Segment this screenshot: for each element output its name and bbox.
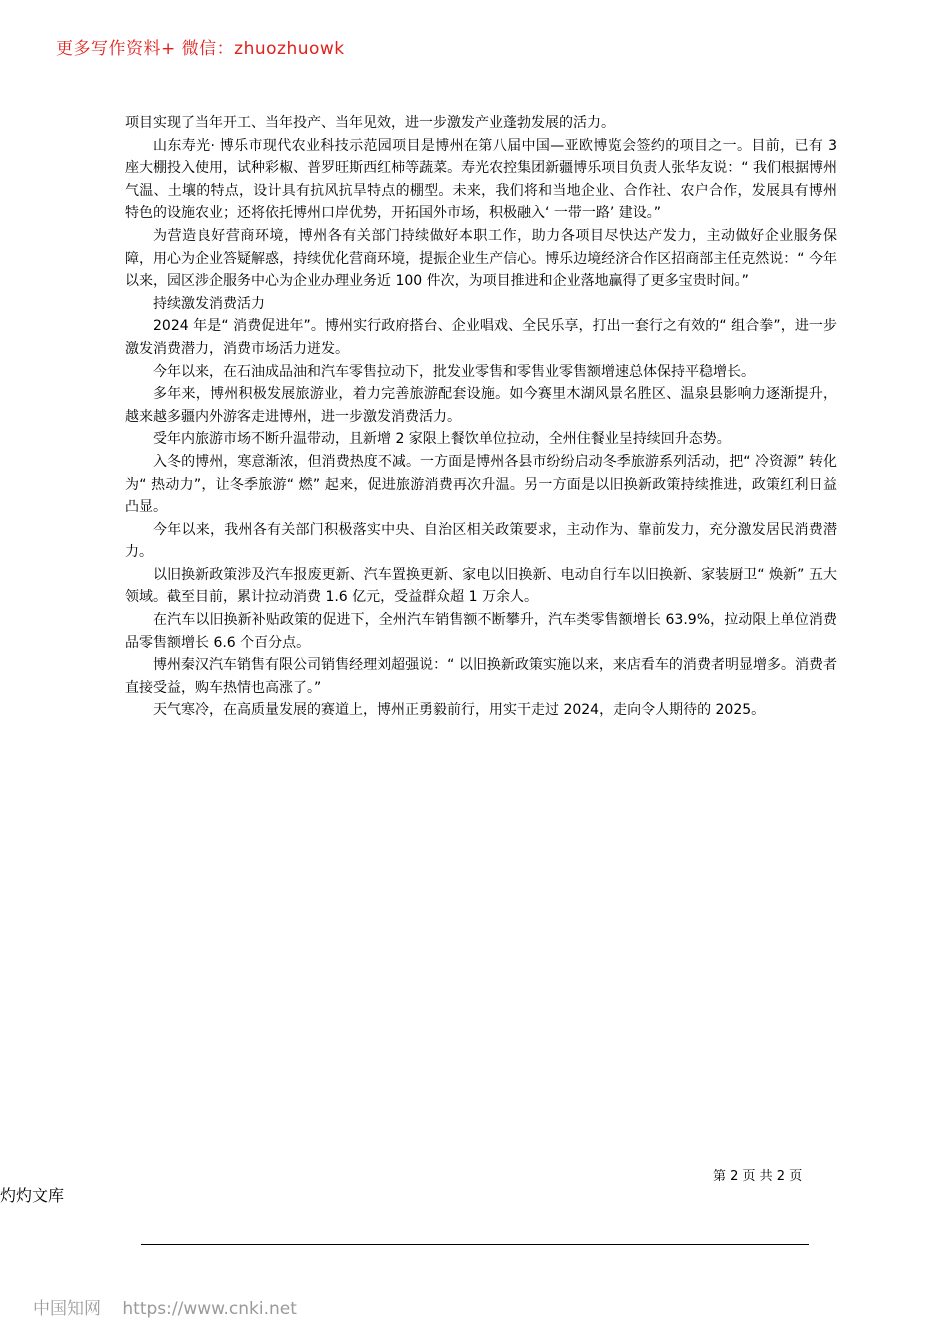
paragraph: 多年来，博州积极发展旅游业，着力完善旅游配套设施。如今赛里木湖风景名胜区、温泉县影响力逐渐提升，越来越多疆内外游客走进博州，进一步激发消费活力。: [125, 386, 837, 425]
paragraph: 入冬的博州，寒意渐浓，但消费热度不减。一方面是博州各县市纷纷启动冬季旅游系列活动，把“ 冷资源” 转化为“ 热动力”，让冬季旅游“ 燃” 起来，促进旅游消费再次升温。另一方面是以旧换新政策持续推进，政策红利日益凸显。: [125, 453, 837, 516]
library-label: 灼灼文库: [0, 1186, 65, 1205]
header-banner: 更多写作资料+ 微信：zhuozhuowk: [56, 39, 345, 59]
paragraph: 受年内旅游市场不断升温带动，且新增 2 家限上餐饮单位拉动，全州住餐业呈持续回升态势。: [153, 431, 731, 448]
paragraph: 为营造良好营商环境，博州各有关部门持续做好本职工作，助力各项目尽快达产发力，主动做好企业服务保障，用心为企业答疑解惑，持续优化营商环境，提振企业生产信心。博乐边境经济合作区招商部主任克然说：“ 今年以来，园区涉企服务中心为企业办理业务近 100 件次，为项目推进和企业落地赢得了更多宝贵时间。”: [125, 227, 837, 290]
paragraph: 博州秦汉汽车销售有限公司销售经理刘超强说：“ 以旧换新政策实施以来，来店看车的消费者明显增多。消费者直接受益，购车热情也高涨了。”: [125, 657, 837, 696]
watermark-brand: 中国知网: [33, 1299, 101, 1319]
section-heading: 持续激发消费活力: [153, 295, 265, 312]
watermark-url: https://www.cnki.net: [122, 1299, 297, 1319]
paragraph: 天气寒冷，在高质量发展的赛道上，博州正勇毅前行，用实干走过 2024，走向令人期待的 2025。: [153, 702, 766, 719]
paragraph: 今年以来，在石油成品油和汽车零售拉动下，批发业零售和零售业零售额增速总体保持平稳增长。: [153, 363, 755, 380]
footer-divider: [141, 1244, 809, 1245]
article-body: [125, 112, 837, 722]
paragraph: 2024 年是“ 消费促进年”。博州实行政府搭台、企业唱戏、全民乐享，打出一套行之有效的“ 组合拳”，进一步激发消费潜力，消费市场活力迸发。: [125, 318, 837, 357]
paragraph: 在汽车以旧换新补贴政策的促进下，全州汽车销售额不断攀升，汽车类零售额增长 63.9%，拉动限上单位消费品零售额增长 6.6 个百分点。: [125, 612, 837, 651]
paragraph: 今年以来，我州各有关部门积极落实中央、自治区相关政策要求，主动作为、靠前发力，充分激发居民消费潜力。: [125, 521, 837, 561]
paragraph: 以旧换新政策涉及汽车报废更新、汽车置换更新、家电以旧换新、电动自行车以旧换新、家装厨卫“ 焕新” 五大领域。截至目前，累计拉动消费 1.6 亿元，受益群众超 1 万余人。: [125, 566, 837, 606]
paragraph: 项目实现了当年开工、当年投产、当年见效，进一步激发产业蓬勃发展的活力。: [125, 115, 615, 131]
page-number: 第 2 页 共 2 页: [713, 1169, 803, 1184]
paragraph: 山东寿光· 博乐市现代农业科技示范园项目是博州在第八届中国—亚欧博览会签约的项目之一。目前，已有 3 座大棚投入使用，试种彩椒、普罗旺斯西红柿等蔬菜。寿光农控集团新疆博乐项目负责人张华友说：“ 我们根据博州气温、土壤的特点，设计具有抗风抗旱特点的棚型。未来，我们将和当地企业、合作社、农户合作，发展具有博州特色的设施农业；还将依托博州口岸优势，开拓国外市场，积极融入‘ 一带一路’ 建设。”: [125, 137, 837, 222]
watermark: [33, 1294, 297, 1319]
